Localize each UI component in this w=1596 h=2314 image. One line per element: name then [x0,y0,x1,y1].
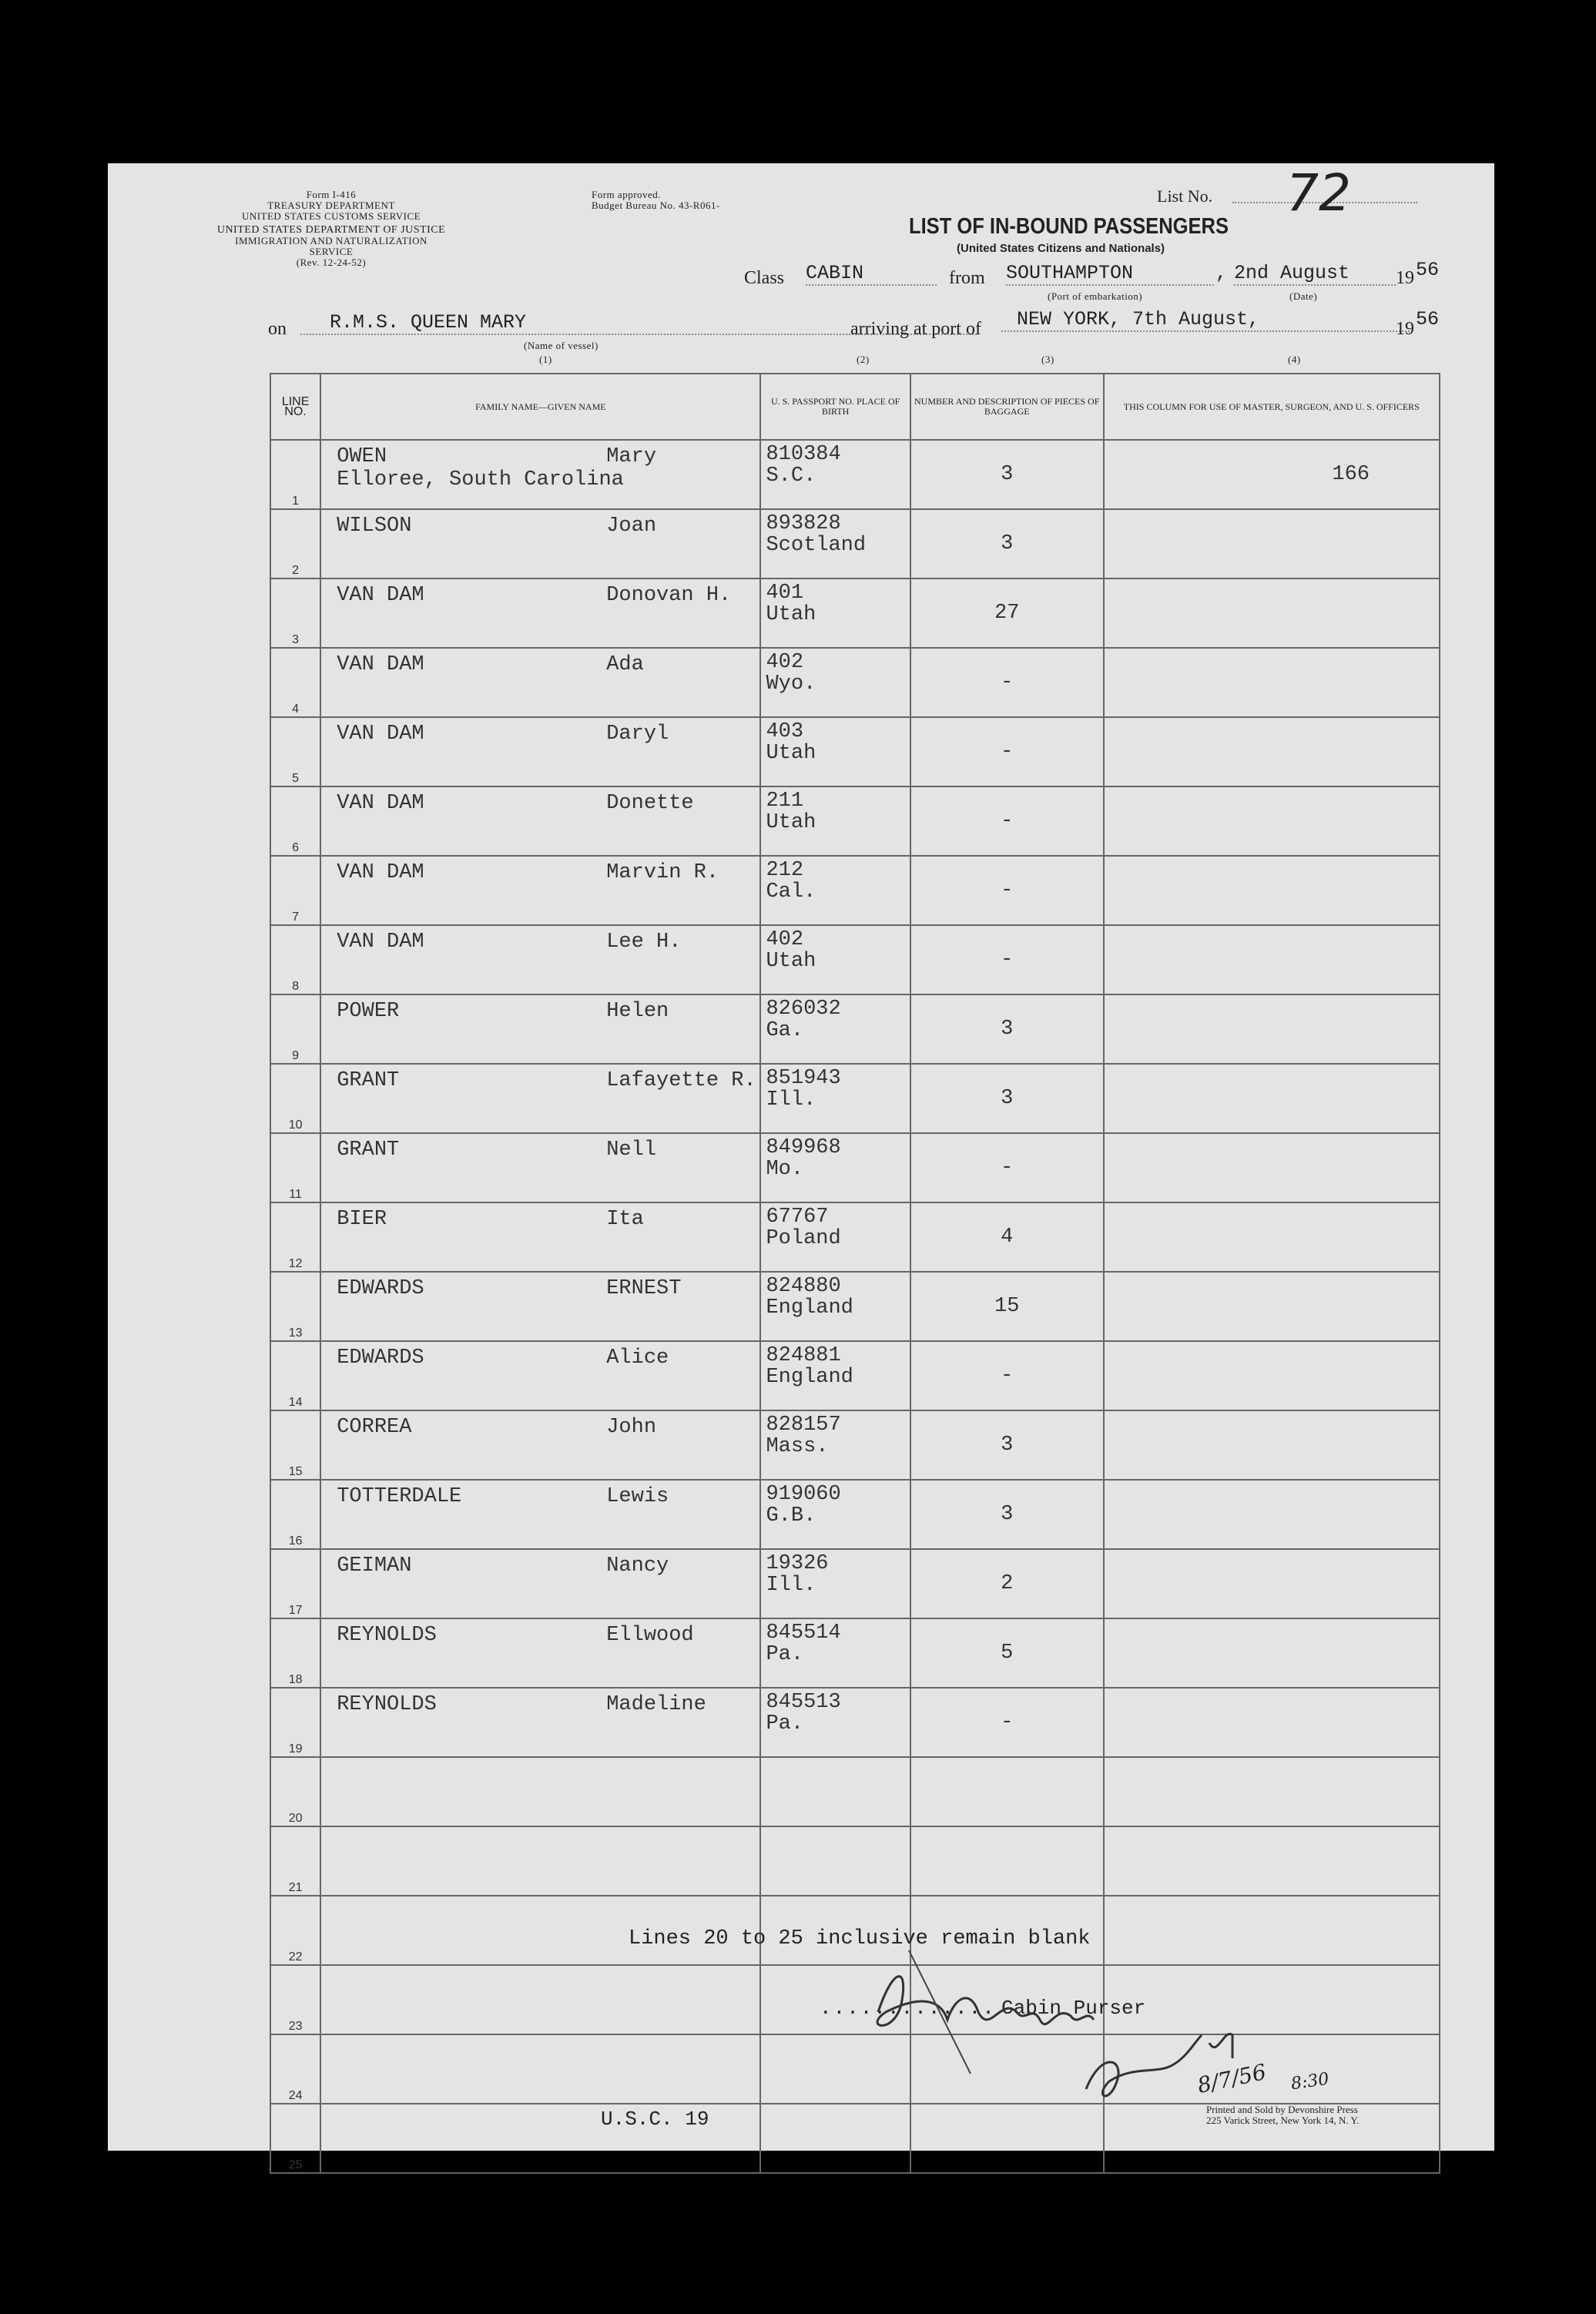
passport-number: 67767 [766,1206,829,1229]
line-number: 3 [270,578,320,648]
place-of-birth: Mo. [766,1158,804,1181]
baggage-count: 2 [910,1549,1104,1618]
table-row [270,440,1440,509]
passport-number: 401 [766,582,804,605]
passport-number: 402 [766,928,804,951]
passport-number: 810384 [766,443,841,466]
family-name: VAN DAM [337,792,424,815]
given-name: Donette [606,792,694,815]
passport-number: 828157 [766,1414,841,1437]
line-number: 13 [270,1272,320,1341]
table-row [270,1133,1440,1202]
table-row [270,994,1440,1064]
table-row [270,1618,1440,1688]
official-use [1104,1826,1440,1896]
family-name: TOTTERDALE [337,1485,462,1508]
name-cell [320,1202,760,1272]
line-number: 11 [270,1133,320,1202]
passport-cell [760,925,910,994]
name-cell [320,994,760,1064]
dept-name: TREASURY DEPARTMENT [267,200,395,211]
budget-bureau: Budget Bureau No. 43-R061- [592,200,720,211]
year-suffix: 56 [1416,259,1440,281]
port-embark-label: (Port of embarkation) [1048,290,1143,302]
given-name: Ellwood [606,1624,694,1647]
header-passport: U. S. PASSPORT NO. PLACE OF BIRTH [760,374,910,440]
table-row [270,1757,1440,1826]
baggage-count [910,1826,1104,1896]
baggage-count: 3 [910,994,1104,1064]
table-row [270,1549,1440,1618]
table-row [270,1480,1440,1549]
official-use [1104,856,1440,925]
place-of-birth: Utah [766,603,816,626]
given-name: Helen [606,1000,669,1023]
given-name: John [606,1416,657,1439]
family-name: GRANT [337,1069,400,1092]
family-name: OWEN [337,445,387,468]
line-number: 5 [270,717,320,786]
customs-name: UNITED STATES CUSTOMS SERVICE [241,210,421,222]
family-name: POWER [337,1000,400,1023]
passport-cell [760,994,910,1064]
table-row [270,1064,1440,1133]
passport-cell [760,1272,910,1341]
line-number: 15 [270,1410,320,1480]
family-name: VAN DAM [337,653,424,676]
place-of-birth: Scotland [766,534,867,557]
passport-cell [760,1618,910,1688]
passport-cell [760,578,910,648]
place-of-birth: Mass. [766,1435,829,1458]
printer-info [1206,2104,1359,2126]
line-number: 7 [270,856,320,925]
passport-cell [760,648,910,717]
family-name: VAN DAM [337,723,424,746]
family-name: GEIMAN [337,1554,412,1578]
line-number: 12 [270,1202,320,1272]
official-use [1104,1688,1440,1757]
passport-cell [760,856,910,925]
passport-cell [760,440,910,509]
header-official-use: THIS COLUMN FOR USE OF MASTER, SURGEON, AND U. S. OFFICERS [1104,374,1440,440]
given-name: Madeline [606,1693,706,1716]
passport-number: 824880 [766,1275,841,1298]
table-row [270,578,1440,648]
vessel-label: (Name of vessel) [524,340,598,351]
given-name: Lee H. [606,931,682,954]
list-no-label: List No. [1157,186,1213,206]
justice-name: UNITED STATES DEPARTMENT OF JUSTICE [216,224,446,236]
form-number: Form I-416 [306,189,357,200]
name-note: Elloree, South Carolina [337,468,624,491]
given-name: ERNEST [606,1277,682,1300]
passport-number: 893828 [766,512,841,535]
line-number: 25 [270,2104,320,2173]
passport-cell [760,509,910,578]
family-name: EDWARDS [337,1346,424,1370]
place-of-birth: Poland [766,1227,841,1250]
line-number: 18 [270,1618,320,1688]
passport-cell [760,1480,910,1549]
family-name: REYNOLDS [337,1624,437,1647]
header-line-no: LINE NO. [270,374,320,440]
name-cell [320,1341,760,1410]
given-name: Joan [606,515,657,538]
place-of-birth: Ill. [766,1574,816,1597]
given-name: Ada [606,653,644,676]
name-cell [320,1410,760,1480]
official-use [1104,648,1440,717]
name-cell [320,717,760,786]
baggage-count: 3 [910,509,1104,578]
form-approved: Form approved. [592,189,662,200]
official-use [1104,1549,1440,1618]
ins-name: IMMIGRATION AND NATURALIZATION SERVICE [235,235,428,257]
table-row [270,1341,1440,1410]
baggage-count: 3 [910,1064,1104,1133]
place-of-birth: Utah [766,742,816,765]
name-cell [320,925,760,994]
official-use [1104,1410,1440,1480]
official-use [1104,1272,1440,1341]
passport-number: 849968 [766,1136,841,1159]
class-value: CABIN [806,262,937,286]
baggage-count: - [910,717,1104,786]
place-of-birth: England [766,1366,853,1389]
place-of-birth: Pa. [766,1712,804,1736]
table-header-row [270,374,1440,440]
from-value: SOUTHAMPTON [1006,262,1214,286]
line-number: 17 [270,1549,320,1618]
family-name: REYNOLDS [337,1693,437,1716]
official-use [1104,1480,1440,1549]
passenger-table [270,373,1440,2174]
passport-cell [760,1757,910,1826]
official-use [1104,509,1440,578]
line-number: 20 [270,1757,320,1826]
passport-number: 212 [766,859,804,882]
given-name: Daryl [606,723,669,746]
passport-cell [760,786,910,856]
line-number: 16 [270,1480,320,1549]
place-of-birth: Utah [766,811,816,834]
handwritten-date: 8/7/56 [1195,2058,1269,2099]
name-cell [320,1549,760,1618]
table-row [270,925,1440,994]
passport-cell [760,1202,910,1272]
name-cell [320,1826,760,1896]
passport-cell [760,1549,910,1618]
name-cell [320,509,760,578]
table-row [270,1688,1440,1757]
name-cell [320,1757,760,1826]
place-of-birth: Pa. [766,1643,804,1666]
baggage-count: - [910,786,1104,856]
year-prefix: 19 [1396,268,1414,288]
col-2-label: (2) [857,354,870,365]
col-3-label: (3) [1041,354,1054,365]
family-name: VAN DAM [337,584,424,607]
name-cell [320,856,760,925]
passport-number: 826032 [766,998,841,1021]
name-cell [320,648,760,717]
class-label: Class [744,268,785,288]
passport-cell [760,1064,910,1133]
official-use [1104,786,1440,856]
family-name: VAN DAM [337,931,424,954]
header-name: FAMILY NAME—GIVEN NAME [320,374,760,440]
passenger-list-form: Form I-416 TREASURY DEPARTMENT UNITED STATES CUSTOMS SERVICE UNITED STATES DEPARTMENT OF JUSTICE IMMIGRATION AND NATURALIZATION SERVICE (Rev. 12-24-52) Form approved. Budget Bureau No. 43-R061- List No. 72 LIST OF IN-BOUND PASSENGERS (United States Citizens and Nationals) Class CABIN from SOUTHAMPTON , (Port of embarkation) 2nd August 19 56 (Date) on R.M.S. QUEEN MARY (Name of vessel) arriving at port of NEW YORK, 7th August, 19 56 (1) (2) (3) (4) LINE NO. FAMILY NAME—GIVEN NAME U. S. PASSPORT NO. PLACE OF BIRTH NUMBER AND DESCRIPTION OF PIECES OF BAGGAGE THIS COLUMN FOR USE OF MASTER, SURGEON, AND U. S. OFFICERS 1 OWEN Mary Elloree, South Carolina 810384 S.C. 3 166 2 WILSON Joan 893828 Scotland 3 3 VAN DAM Donovan H. 401 Utah 27 4 VAN DAM Ada 402 Wyo. - 5 VAN DAM Daryl 403 Utah - 6 VAN DAM Donette 211 Utah - 7 VAN DAM Marvin R. 212 Cal. - 8 VAN DAM Lee H. 402 Utah - 9 POWER Helen 826032 Ga. 3 10 GRANT Lafayette R. 851943 Ill. 3 11 GRANT Nell 849968 Mo. - 12 BIER Ita 67767 Poland 4 13 EDWARDS ERNEST 824880 England 15 14 EDWARDS Alice 824881 England - 15 CORREA John 828157 Mass. 3 16 TOTTERDALE Lewis 919060 G.B. 3 17 GEIMAN Nancy 19326 Ill. 2 18 REYNOLDS Ellwood 845514 Pa. 5 19 REYNOLDS Madeline 845513 Pa. - 20 21 22 23 24 25 Lines 20 to 25 inclusive remain blank ............. Cabin Purser 8/7/56 8:30 U.S.C. 19 Printed and Sold by Devonshire Press 225 Varick Street, New York 14, N. Y. [108,163,1494,2151]
line-number: 9 [270,994,320,1064]
given-name: Nancy [606,1554,669,1578]
purser-label: Cabin Purser [1001,1997,1146,2020]
from-label: from [949,268,985,288]
name-cell [320,1480,760,1549]
place-of-birth: S.C. [766,464,816,488]
line-number: 8 [270,925,320,994]
baggage-count: 27 [910,578,1104,648]
official-use [1104,925,1440,994]
place-of-birth: Utah [766,950,816,973]
baggage-count: 3 [910,1480,1104,1549]
line-number: 22 [270,1896,320,1965]
place-of-birth: Ga. [766,1019,804,1042]
line-number: 24 [270,2034,320,2104]
arrival-port-date: NEW YORK, 7th August, [1001,308,1410,332]
baggage-count: 3 [910,1410,1104,1480]
name-cell [320,578,760,648]
name-cell [320,786,760,856]
passport-cell [760,717,910,786]
printer-line-1: Printed and Sold by Devonshire Press [1206,2104,1358,2115]
departure-date: 2nd August [1234,262,1396,286]
table-row [270,856,1440,925]
baggage-count: 15 [910,1272,1104,1341]
given-name: Mary [606,445,657,468]
year-suffix: 56 [1416,308,1440,330]
baggage-count: 5 [910,1618,1104,1688]
revision: (Rev. 12-24-52) [296,257,367,268]
family-name: CORREA [337,1416,412,1439]
table-row [270,509,1440,578]
place-of-birth: England [766,1296,853,1320]
baggage-count: 4 [910,1202,1104,1272]
passport-number: 845514 [766,1621,841,1645]
table-row [270,648,1440,717]
line-number: 10 [270,1064,320,1133]
table-row [270,1272,1440,1341]
header-baggage: NUMBER AND DESCRIPTION OF PIECES OF BAGGAGE [910,374,1104,440]
name-cell [320,1272,760,1341]
passport-cell [760,1826,910,1896]
usc-reference: U.S.C. 19 [601,2108,709,2131]
passport-cell [760,1410,910,1480]
page-subtitle: (United States Citizens and Nationals) [957,242,1165,255]
line-number: 14 [270,1341,320,1410]
baggage-count: - [910,1341,1104,1410]
page-title: LIST OF IN-BOUND PASSENGERS [909,214,1229,239]
name-cell [320,440,760,509]
table-row [270,786,1440,856]
table-row [270,1202,1440,1272]
name-cell [320,1133,760,1202]
baggage-count: - [910,856,1104,925]
official-use [1104,1202,1440,1272]
baggage-count: - [910,925,1104,994]
official-use [1104,1064,1440,1133]
given-name: Alice [606,1346,669,1370]
table-row [270,1410,1440,1480]
line-number: 4 [270,648,320,717]
passport-cell [760,1341,910,1410]
line-number: 1 [270,440,320,509]
name-cell [320,1688,760,1757]
family-name: WILSON [337,515,412,538]
given-name: Lewis [606,1485,669,1508]
official-use [1104,1133,1440,1202]
passport-number: 851943 [766,1067,841,1090]
official-use [1104,1757,1440,1826]
baggage-count [910,1757,1104,1826]
official-use [1104,717,1440,786]
col-1-label: (1) [539,354,552,365]
place-of-birth: G.B. [766,1504,816,1528]
vessel-name: R.M.S. QUEEN MARY [300,311,977,335]
passport-cell [760,1133,910,1202]
family-name: GRANT [337,1139,400,1162]
name-cell [320,1618,760,1688]
passport-number: 919060 [766,1483,841,1506]
place-of-birth: Cal. [766,880,816,904]
official-use: 166 [1104,440,1440,509]
line-number: 23 [270,1965,320,2034]
on-label: on [268,319,287,339]
date-label: (Date) [1289,290,1318,302]
line-number: 21 [270,1826,320,1896]
passport-number: 845513 [766,1691,841,1714]
passport-number: 402 [766,651,804,674]
passport-number: 211 [766,790,804,813]
family-name: EDWARDS [337,1277,424,1300]
line-number: 2 [270,509,320,578]
name-cell [320,1064,760,1133]
line-number: 19 [270,1688,320,1757]
family-name: BIER [337,1208,387,1231]
place-of-birth: Wyo. [766,672,816,696]
printer-line-2: 225 Varick Street, New York 14, N. Y. [1206,2114,1360,2126]
list-number: 72 [1286,163,1351,223]
arriving-label: arriving at port of [850,319,981,339]
year-prefix: 19 [1396,319,1414,339]
baggage-count: - [910,648,1104,717]
baggage-count: 3 [910,440,1104,509]
official-use [1104,1618,1440,1688]
blank-lines-note: Lines 20 to 25 inclusive remain blank [629,1927,1091,1950]
baggage-count: - [910,1133,1104,1202]
official-use [1104,1341,1440,1410]
name-cell [320,2034,760,2104]
agency-header [216,189,447,268]
passport-number: 824881 [766,1344,841,1367]
approval-block [592,189,720,211]
given-name: Ita [606,1208,644,1231]
given-name: Nell [606,1139,657,1162]
passport-number: 19326 [766,1552,829,1575]
baggage-count: - [910,1688,1104,1757]
given-name: Marvin R. [606,861,719,884]
family-name: VAN DAM [337,861,424,884]
official-use [1104,578,1440,648]
passport-cell [760,1688,910,1757]
given-name: Lafayette R. [606,1069,756,1092]
handwritten-time: 8:30 [1289,2069,1330,2094]
passport-number: 403 [766,720,804,743]
col-4-label: (4) [1288,354,1301,365]
name-cell [320,1965,760,2034]
table-row [270,1826,1440,1896]
given-name: Donovan H. [606,584,732,607]
place-of-birth: Ill. [766,1088,816,1112]
official-use [1104,994,1440,1064]
table-row [270,717,1440,786]
line-number: 6 [270,786,320,856]
